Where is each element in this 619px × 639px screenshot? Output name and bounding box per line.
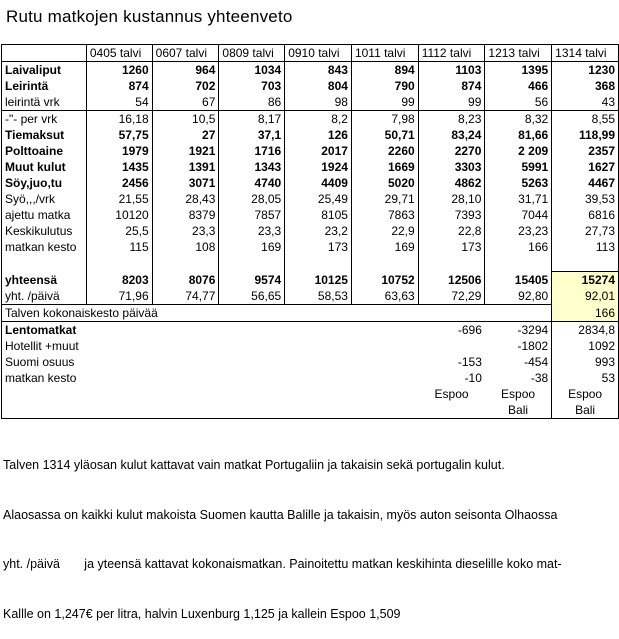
row-label: matkan kesto (2, 239, 87, 255)
cell: 27,73 (552, 223, 619, 239)
cell: 71,96 (86, 288, 152, 305)
cell: 1627 (552, 159, 619, 175)
cell: 7857 (219, 207, 285, 223)
cell: 1979 (86, 143, 152, 159)
cell (152, 402, 219, 419)
cell: 4467 (552, 175, 619, 191)
row-label: yht. /päivä (2, 288, 87, 305)
cell: 1716 (219, 143, 285, 159)
cell: 23,3 (152, 223, 219, 239)
row-label (2, 386, 87, 402)
cell: 3071 (152, 175, 219, 191)
cell: 92,01 (552, 288, 619, 305)
cell: 118,99 (552, 127, 619, 143)
table-row (2, 62, 619, 79)
cell: 108 (152, 239, 219, 255)
footer-note-line: yht. /päivä ja yteensä kattavat kokonaismatkan. Painoitettu matkan keskihinta dieselille koko mat- (3, 557, 562, 571)
cell (351, 322, 418, 339)
cell: 25,49 (285, 191, 352, 207)
cell (418, 338, 485, 354)
cell: 8,23 (418, 111, 485, 128)
cell: 113 (552, 239, 619, 255)
row-label (2, 402, 87, 419)
cell: 86 (219, 94, 285, 111)
cell: 894 (351, 62, 418, 79)
cell: 1669 (351, 159, 418, 175)
cell (219, 386, 285, 402)
cell: 8,2 (285, 111, 352, 128)
cell (219, 255, 285, 272)
cell (285, 386, 352, 402)
cell: 22,8 (418, 223, 485, 239)
table-row (2, 305, 619, 322)
table-header-row (2, 45, 619, 62)
cell: 368 (552, 78, 619, 94)
cell: 10752 (351, 272, 418, 289)
table-row (2, 159, 619, 175)
cell: 10,5 (152, 111, 219, 128)
cell (219, 322, 285, 339)
cell (152, 370, 219, 386)
cell (152, 322, 219, 339)
table-row (2, 255, 619, 272)
table-row (2, 175, 619, 191)
cell: 58,53 (285, 288, 352, 305)
table-row (2, 111, 619, 128)
cell (351, 370, 418, 386)
cell: 15405 (485, 272, 552, 289)
table-row (2, 143, 619, 159)
cell: 31,71 (485, 191, 552, 207)
cell (285, 402, 352, 419)
cell: 16,18 (86, 111, 152, 128)
cell: 2834,8 (552, 322, 619, 339)
cell (552, 255, 619, 272)
cell: 7044 (485, 207, 552, 223)
cell: 8379 (152, 207, 219, 223)
cell: Espoo (434, 387, 469, 401)
row-label: Muut kulut (2, 159, 87, 175)
cell: 22,9 (351, 223, 418, 239)
table-row (2, 191, 619, 207)
cell (351, 338, 418, 354)
cell: 57,75 (86, 127, 152, 143)
footer-note-line: Kallle on 1,247€ per litra, halvin Luxenburg 1,125 ja kallein Espoo 1,509 (3, 606, 401, 621)
cell: 56 (485, 94, 552, 111)
cell (152, 386, 219, 402)
cell: 67 (152, 94, 219, 111)
cell (152, 354, 219, 370)
cell: 56,65 (219, 288, 285, 305)
cell: -38 (530, 371, 549, 385)
cell (285, 255, 352, 272)
cell (86, 338, 152, 354)
cell: 843 (285, 62, 352, 79)
cell: 1343 (219, 159, 285, 175)
column-header: 1011 talvi (351, 45, 418, 62)
cell: 703 (219, 78, 285, 94)
cell: 790 (351, 78, 418, 94)
cell: 1230 (552, 62, 619, 79)
cell: 5020 (351, 175, 418, 191)
table-row (2, 78, 619, 94)
cell: 166 (552, 305, 619, 322)
cell: 8105 (285, 207, 352, 223)
cell: Bali (485, 402, 552, 419)
row-label: Suomi osuus (2, 354, 87, 370)
table-row (2, 354, 619, 370)
cell: Espoo (501, 387, 536, 401)
cell: 9574 (219, 272, 285, 289)
cell: 169 (219, 239, 285, 255)
cell (351, 255, 418, 272)
cell: -153 (457, 355, 482, 369)
cell (152, 338, 219, 354)
cell (86, 322, 152, 339)
cell: 1034 (219, 62, 285, 79)
cell: 10120 (86, 207, 152, 223)
column-header: 0809 talvi (219, 45, 285, 62)
row-label: -"- per vrk (2, 111, 87, 128)
cell: 2357 (552, 143, 619, 159)
cell (86, 402, 152, 419)
cell: 2270 (418, 143, 485, 159)
cell: 21,55 (86, 191, 152, 207)
cell: 5263 (485, 175, 552, 191)
footer-note-line: Alaosassa on kaikki kulut makoista Suomen kautta Balille ja takaisin, myös auton seisonta Olhaossa (3, 507, 558, 522)
cell: 28,43 (152, 191, 219, 207)
cell: 115 (86, 239, 152, 255)
cell: 8,55 (552, 111, 619, 128)
cell: 81,66 (485, 127, 552, 143)
cell: 8203 (86, 272, 152, 289)
cell: 1921 (152, 143, 219, 159)
cell (285, 338, 352, 354)
cell: 173 (418, 239, 485, 255)
cell (152, 255, 219, 272)
cell: 1924 (285, 159, 352, 175)
cell (285, 322, 352, 339)
cell: 92,80 (485, 288, 552, 305)
cell: 1391 (152, 159, 219, 175)
cell: 15274 (552, 272, 619, 289)
cell: 23,3 (219, 223, 285, 239)
row-label: Lentomatkat (2, 322, 87, 339)
cell (285, 370, 352, 386)
table-row (2, 272, 619, 289)
cell (351, 402, 418, 419)
cell: 99 (351, 94, 418, 111)
cell (219, 338, 285, 354)
row-label (2, 255, 87, 272)
row-label: Hotellit +muut (2, 338, 87, 354)
cell: 126 (285, 127, 352, 143)
cell: 1092 (552, 338, 619, 354)
column-header: 1213 talvi (485, 45, 552, 62)
cell (86, 255, 152, 272)
table-row (2, 322, 619, 339)
cell: 4862 (418, 175, 485, 191)
footer-notes (3, 424, 619, 639)
row-label: yhteensä (2, 272, 87, 289)
cell (219, 354, 285, 370)
table-row (2, 370, 619, 386)
row-label: Keskikulutus (2, 223, 87, 239)
column-header: 0405 talvi (86, 45, 152, 62)
footer-note-line: Talven 1314 yläosan kulut kattavat vain matkat Portugaliin ja takaisin sekä portugalin kulut. (3, 458, 505, 472)
cell: 1103 (418, 62, 485, 79)
cell: 993 (552, 354, 619, 370)
cell: 54 (86, 94, 152, 111)
cost-summary-table (1, 44, 619, 419)
column-header: 1314 talvi (552, 45, 619, 62)
cell (285, 354, 352, 370)
table-row (2, 288, 619, 305)
cell: 874 (86, 78, 152, 94)
cell: -1802 (517, 339, 549, 353)
cell: 1260 (86, 62, 152, 79)
cell: 4409 (285, 175, 352, 191)
row-label: Laivaliput (2, 62, 87, 79)
cell (351, 354, 418, 370)
cell: -454 (524, 355, 549, 369)
row-label: leirintä vrk (2, 94, 87, 111)
cell: 2260 (351, 143, 418, 159)
page-title: Rutu matkojen kustannus yhteenveto (6, 7, 293, 26)
cell: 3303 (418, 159, 485, 175)
cell (86, 370, 152, 386)
cell: 98 (285, 94, 352, 111)
cell: 173 (285, 239, 352, 255)
cell (86, 386, 152, 402)
table-row (2, 207, 619, 223)
cell: 23,2 (285, 223, 352, 239)
cell: 7,98 (351, 111, 418, 128)
table-row (2, 94, 619, 111)
cell: 702 (152, 78, 219, 94)
cell (418, 255, 485, 272)
table-row (2, 239, 619, 255)
cell: 4740 (219, 175, 285, 191)
row-label: Tiemaksut (2, 127, 87, 143)
row-label: matkan kesto (2, 370, 87, 386)
row-label: Polttoaine (2, 143, 87, 159)
cell: 5991 (485, 159, 552, 175)
column-header: 0910 talvi (285, 45, 352, 62)
cell (418, 402, 485, 419)
cell (219, 402, 285, 419)
cell: 6816 (552, 207, 619, 223)
cell (351, 386, 418, 402)
row-label: ajettu matka (2, 207, 87, 223)
cell: 1435 (86, 159, 152, 175)
cell: 964 (152, 62, 219, 79)
table-row (2, 338, 619, 354)
table-row (2, 386, 619, 402)
table-row (2, 223, 619, 239)
cell (485, 255, 552, 272)
cell: 99 (418, 94, 485, 111)
cell: 23,23 (485, 223, 552, 239)
cell: 2456 (86, 175, 152, 191)
cell: 10125 (285, 272, 352, 289)
cell: 2017 (285, 143, 352, 159)
cell: -696 (457, 323, 482, 337)
cell: 28,05 (219, 191, 285, 207)
cell: 2 209 (485, 143, 552, 159)
cell (219, 370, 285, 386)
cell: 39,53 (552, 191, 619, 207)
cell: 72,29 (418, 288, 485, 305)
cell: 43 (552, 94, 619, 111)
cell: 25,5 (86, 223, 152, 239)
cell: 28,10 (418, 191, 485, 207)
cell: Espoo (552, 386, 619, 402)
cell: 74,77 (152, 288, 219, 305)
cell: 466 (485, 78, 552, 94)
cell: 8,32 (485, 111, 552, 128)
cell: 169 (351, 239, 418, 255)
cell: 63,63 (351, 288, 418, 305)
cell: 7863 (351, 207, 418, 223)
row-label: Leirintä (2, 78, 87, 94)
cell: 50,71 (351, 127, 418, 143)
cell: 53 (552, 370, 619, 386)
column-header: 1112 talvi (418, 45, 485, 62)
row-label: Talven kokonaiskesto päivää (2, 305, 552, 322)
table-body (2, 45, 619, 419)
cell: 874 (418, 78, 485, 94)
cell: -3294 (517, 323, 549, 337)
cell: 83,24 (418, 127, 485, 143)
row-label: Syö,,,/vrk (2, 191, 87, 207)
cell: 27 (152, 127, 219, 143)
column-header: 0607 talvi (152, 45, 219, 62)
cell: 37,1 (219, 127, 285, 143)
cell: 804 (285, 78, 352, 94)
table-row (2, 402, 619, 419)
cell: 8,17 (219, 111, 285, 128)
cell: Bali (552, 402, 619, 419)
cell: 166 (485, 239, 552, 255)
cell (86, 354, 152, 370)
cell: 29,71 (351, 191, 418, 207)
table-row (2, 127, 619, 143)
corner-cell (2, 45, 87, 62)
cell: -10 (464, 371, 482, 385)
cell: 12506 (418, 272, 485, 289)
cell: 8076 (152, 272, 219, 289)
cell: 7393 (418, 207, 485, 223)
row-label: Söy,juo,tu (2, 175, 87, 191)
cell: 1395 (485, 62, 552, 79)
